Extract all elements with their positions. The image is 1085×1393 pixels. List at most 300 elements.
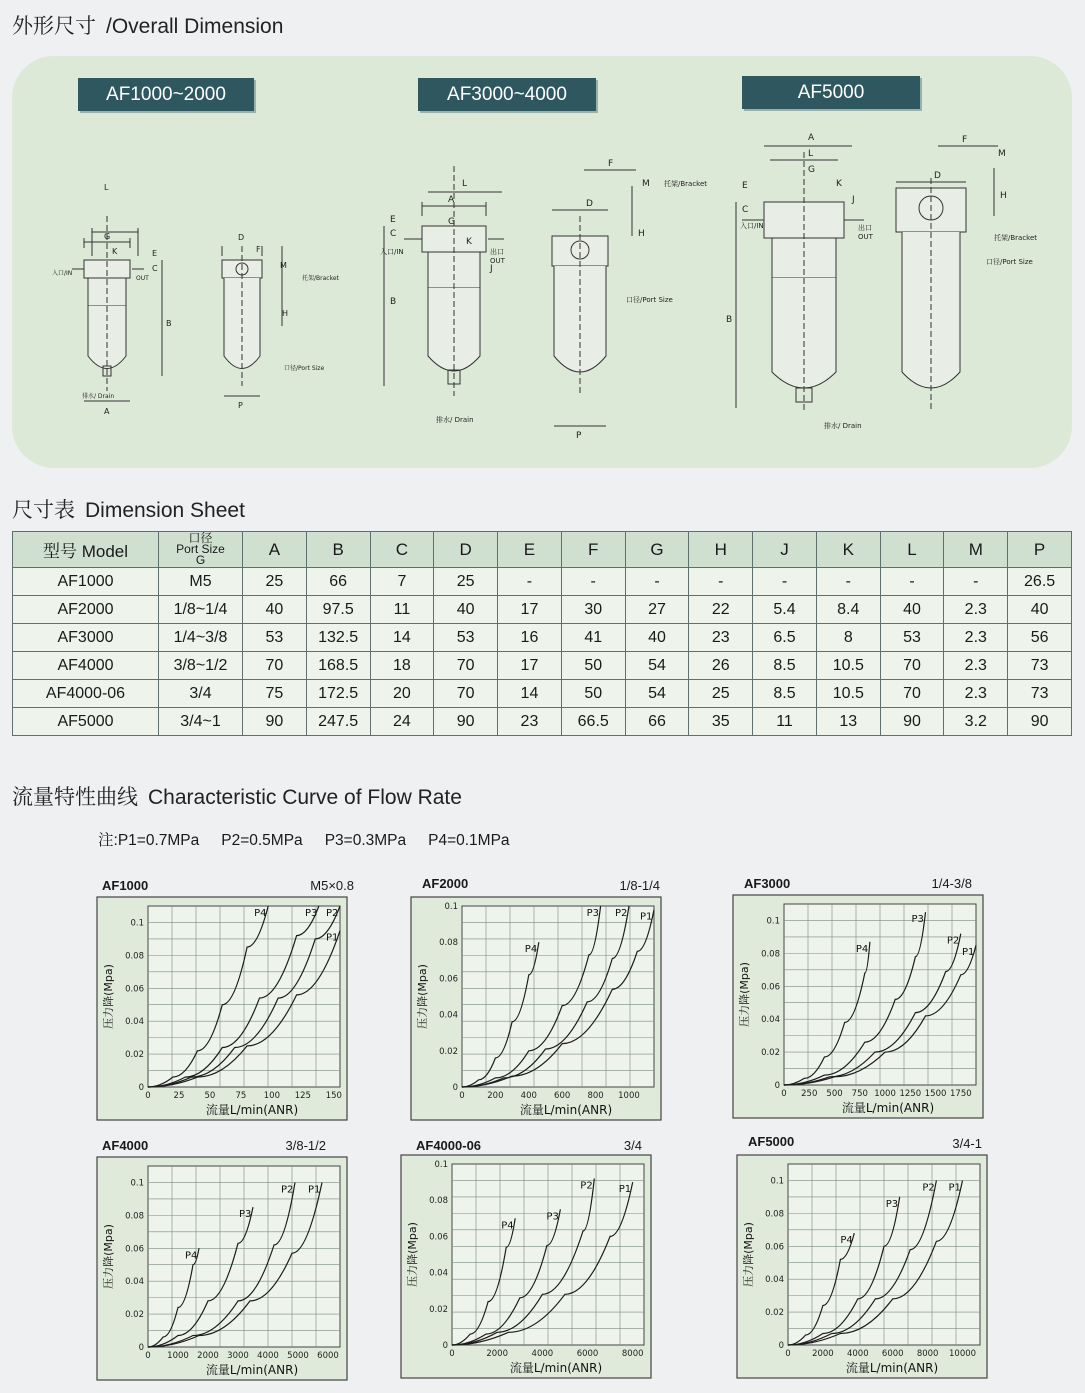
dim-label-e: E: [390, 215, 396, 225]
y-tick-label: 0.02: [439, 1046, 458, 1057]
y-tick-label: 0.1: [444, 902, 458, 912]
dimension-cell: 25: [243, 568, 307, 596]
flow-title-cn: 流量特性曲线: [12, 785, 138, 809]
y-tick-label: 0.1: [130, 1178, 144, 1189]
y-axis-label: 压力降(Mpa): [742, 1222, 755, 1287]
dimension-cell: 70: [434, 680, 498, 708]
dim-label-a: A: [808, 133, 815, 143]
dimension-cell: 70: [880, 680, 944, 708]
dimension-cell: 8.5: [753, 652, 817, 680]
dimension-cell: 10.5: [816, 680, 880, 708]
dim-label-c: C: [390, 229, 397, 239]
y-tick-label: 0.1: [770, 1176, 784, 1187]
side-view: [896, 146, 998, 412]
dimension-cell: 50: [561, 680, 625, 708]
dimension-cell: 23: [689, 624, 753, 652]
dim-label-g: G: [448, 217, 455, 227]
dim-label-g: G: [808, 165, 815, 175]
dim-label-k: K: [112, 247, 118, 256]
x-tick-label: 2000: [812, 1349, 834, 1359]
model-cell: AF5000: [13, 708, 159, 736]
table-row: [13, 596, 1072, 624]
series-label-p2: P2: [326, 908, 339, 919]
dimension-cell: -: [944, 568, 1008, 596]
chart-title-af4000: AF4000: [102, 1138, 149, 1153]
dimension-cell: 40: [880, 596, 944, 624]
header-a: A: [243, 532, 307, 568]
x-tick-label: 750: [851, 1089, 868, 1099]
x-axis-label: 流量L/min(ANR): [509, 1361, 603, 1375]
y-tick-label: 0.1: [766, 916, 780, 927]
dimension-cell: 90: [243, 708, 307, 736]
table-row: [13, 680, 1072, 708]
dimension-cell: 40: [243, 596, 307, 624]
pressure-note: [98, 828, 532, 850]
x-tick-label: 1750: [950, 1089, 972, 1099]
y-tick-label: 0: [778, 1341, 784, 1351]
series-label-p1: P1: [326, 932, 339, 944]
flow-heading: [12, 781, 462, 811]
dimension-cell: 66: [306, 568, 370, 596]
y-tick-label: 0.08: [125, 1211, 144, 1222]
flow-title-en: Characteristic Curve of Flow Rate: [148, 786, 462, 809]
model-banner-af1000: AF1000~2000: [78, 78, 254, 111]
x-tick-label: 1000: [618, 1091, 640, 1101]
y-tick-label: 0.08: [761, 949, 780, 960]
series-label-p4: P4: [524, 944, 538, 956]
chart-port-af4000: 3/8-1/2: [285, 1138, 326, 1153]
dimension-table: [12, 531, 1072, 736]
dimension-cell: 70: [434, 652, 498, 680]
port-size-label: 口径/Port Size: [284, 365, 325, 372]
x-tick-label: 0: [145, 1091, 151, 1101]
x-tick-label: 6000: [881, 1349, 904, 1359]
overall-heading: [12, 10, 283, 40]
y-tick-label: 0.08: [429, 1196, 448, 1207]
side-view: [222, 246, 282, 396]
dimension-cell: 2.3: [944, 680, 1008, 708]
y-tick-label: 0.06: [761, 982, 780, 993]
series-label-p1: P1: [308, 1184, 321, 1196]
header-port-size: [159, 532, 243, 568]
dim-label-k: K: [466, 237, 472, 247]
series-label-p2: P2: [946, 935, 960, 947]
x-tick-label: 1000: [167, 1351, 189, 1361]
x-tick-label: 400: [520, 1091, 537, 1101]
outlet-label-en: OUT: [490, 257, 505, 265]
dimension-cell: 20: [370, 680, 434, 708]
chart-title-af5000: AF5000: [748, 1134, 795, 1149]
dimension-cell: 17: [498, 652, 562, 680]
dimension-cell: 2.3: [944, 652, 1008, 680]
chart-port-af1000: M5×0.8: [310, 878, 354, 893]
header-port-line: 口径: [188, 531, 213, 545]
y-tick-label: 0.08: [125, 951, 144, 962]
dim-label-b: B: [726, 315, 733, 325]
dimension-cell: 54: [625, 680, 689, 708]
drawing-af3000: [364, 126, 714, 451]
overall-dimension-panel: [12, 56, 1072, 468]
x-tick-label: 0: [459, 1091, 465, 1101]
sheet-title-cn: 尺寸表: [12, 498, 75, 522]
note-prefix: 注:: [98, 832, 118, 849]
table-row: [13, 568, 1072, 596]
x-tick-label: 3000: [227, 1351, 249, 1361]
dimension-cell: 97.5: [306, 596, 370, 624]
series-label-p3: P3: [586, 908, 599, 919]
dim-label-e: E: [742, 181, 748, 191]
port-size-cell: M5: [159, 568, 243, 596]
x-tick-label: 75: [235, 1091, 247, 1101]
dimension-cell: 53: [434, 624, 498, 652]
dimension-cell: -: [689, 568, 753, 596]
dimension-cell: 2.3: [944, 596, 1008, 624]
drawing-af1000: [52, 176, 362, 441]
x-tick-label: 5000: [287, 1351, 309, 1361]
x-tick-label: 100: [263, 1091, 280, 1101]
y-tick-label: 0.02: [761, 1048, 780, 1059]
model-cell: AF4000-06: [13, 680, 159, 708]
dimension-cell: 10.5: [816, 652, 880, 680]
dim-label-h: H: [638, 229, 645, 239]
y-tick-label: 0.04: [761, 1015, 780, 1026]
chart-svg: [410, 896, 662, 1121]
y-tick-label: 0: [442, 1341, 448, 1351]
y-tick-label: 0.08: [765, 1209, 784, 1220]
header-g: G: [625, 532, 689, 568]
dimension-cell: 41: [561, 624, 625, 652]
dimension-cell: 70: [880, 652, 944, 680]
x-tick-label: 4000: [846, 1349, 869, 1359]
series-label-p2: P2: [614, 908, 628, 919]
dim-label-p: P: [238, 401, 243, 410]
inlet-label: 入口/IN: [52, 270, 73, 277]
dimension-cell: 3.2: [944, 708, 1008, 736]
x-tick-label: 2000: [486, 1349, 508, 1359]
dimension-cell: 73: [1008, 680, 1072, 708]
chart-port-af5000: 3/4-1: [952, 1136, 982, 1151]
port-size-cell: 1/8~1/4: [159, 596, 243, 624]
y-tick-label: 0.1: [130, 918, 144, 929]
flow-chart-af3000: [732, 894, 984, 1124]
dimension-cell: 247.5: [306, 708, 370, 736]
dimension-cell: 90: [434, 708, 498, 736]
note-p4: P4=0.1MPa: [428, 832, 510, 849]
x-axis-label: 流量L/min(ANR): [205, 1103, 299, 1117]
x-tick-label: 1500: [924, 1089, 947, 1099]
port-size-cell: 3/4: [159, 680, 243, 708]
chart-svg: [96, 896, 348, 1121]
series-label-p3: P3: [546, 1211, 559, 1223]
y-tick-label: 0: [452, 1083, 458, 1093]
inlet-label: 入口/IN: [740, 222, 764, 230]
series-label-p3: P3: [304, 908, 318, 919]
chart-title-af4000-06: AF4000-06: [416, 1138, 482, 1153]
table-row: [13, 708, 1072, 736]
x-axis-label: 流量L/min(ANR): [205, 1363, 299, 1377]
dimension-cell: 25: [434, 568, 498, 596]
x-tick-label: 0: [785, 1349, 791, 1359]
side-view: [552, 170, 636, 426]
x-tick-label: 600: [554, 1091, 571, 1101]
bracket-label: 托架/Bracket: [664, 180, 708, 188]
dimension-cell: 70: [243, 652, 307, 680]
x-tick-label: 1250: [899, 1089, 922, 1099]
flow-chart-af2000: [410, 896, 662, 1126]
y-tick-label: 0.04: [429, 1268, 448, 1279]
x-tick-label: 25: [173, 1091, 185, 1101]
dim-label-f: F: [608, 159, 614, 169]
outlet-label-en: OUT: [858, 233, 873, 241]
x-tick-label: 4000: [531, 1349, 554, 1359]
dimension-cell: 75: [243, 680, 307, 708]
dimension-cell: 14: [498, 680, 562, 708]
dimension-cell: 7: [370, 568, 434, 596]
model-banner-af3000: AF3000~4000: [418, 78, 596, 111]
outlet-label: 出口: [490, 248, 504, 256]
x-tick-label: 8000: [621, 1349, 644, 1359]
dimension-cell: 8.5: [753, 680, 817, 708]
dim-label-m: M: [642, 179, 650, 189]
dim-label-d: D: [586, 199, 593, 209]
dim-label-l: L: [808, 149, 814, 159]
x-tick-label: 6000: [576, 1349, 599, 1359]
dim-label-a: A: [448, 195, 455, 205]
chart-svg: [736, 1154, 988, 1379]
dimension-cell: 26.5: [1008, 568, 1072, 596]
y-tick-label: 0.06: [429, 1232, 448, 1243]
x-tick-label: 10000: [949, 1349, 977, 1359]
x-tick-label: 125: [294, 1091, 311, 1101]
dimension-cell: -: [816, 568, 880, 596]
dimension-cell: 5.4: [753, 596, 817, 624]
chart-svg: [96, 1156, 348, 1381]
flow-chart-af4000-06: [400, 1154, 652, 1384]
drain-label: 排水/ Drain: [82, 393, 115, 400]
port-size-cell: 3/8~1/2: [159, 652, 243, 680]
overall-title-en: /Overall Dimension: [106, 15, 284, 38]
x-tick-label: 6000: [317, 1351, 339, 1361]
flow-chart-af1000: [96, 896, 348, 1126]
dimension-cell: 90: [1008, 708, 1072, 736]
dim-label-h: H: [282, 309, 289, 318]
bracket-label: 托架/Bracket: [302, 275, 339, 282]
x-tick-label: 500: [826, 1089, 843, 1099]
dimension-cell: 30: [561, 596, 625, 624]
dimension-cell: -: [753, 568, 817, 596]
dimension-cell: 90: [880, 708, 944, 736]
series-label-p4: P4: [501, 1220, 514, 1232]
port-size-label: 口径/Port Size: [626, 296, 673, 304]
y-tick-label: 0.06: [439, 974, 458, 985]
series-label-p1: P1: [640, 911, 653, 923]
dimension-cell: 40: [625, 624, 689, 652]
x-axis-label: 流量L/min(ANR): [519, 1103, 613, 1117]
y-tick-label: 0.08: [439, 938, 458, 949]
dim-label-l: L: [104, 183, 109, 192]
dimension-cell: 24: [370, 708, 434, 736]
y-axis-label: 压力降(Mpa): [738, 962, 751, 1027]
header-c: C: [370, 532, 434, 568]
dim-label-a: A: [104, 407, 110, 416]
dimension-cell: 172.5: [306, 680, 370, 708]
note-p3: P3=0.3MPa: [324, 832, 407, 849]
chart-title-af2000: AF2000: [422, 876, 469, 891]
port-size-label: 口径/Port Size: [986, 258, 1033, 266]
dimension-cell: 14: [370, 624, 434, 652]
port-size-cell: 3/4~1: [159, 708, 243, 736]
y-tick-label: 0.1: [434, 1160, 448, 1170]
dimension-cell: 35: [689, 708, 753, 736]
dim-label-c: C: [742, 205, 749, 215]
series-label-p4: P4: [840, 1235, 853, 1247]
x-tick-label: 1000: [874, 1089, 896, 1099]
dim-label-f: F: [962, 135, 968, 145]
header-b: B: [306, 532, 370, 568]
dim-label-g: G: [104, 232, 111, 241]
series-label-p4: P4: [254, 908, 267, 919]
dimension-cell: 40: [434, 596, 498, 624]
dimension-cell: 8.4: [816, 596, 880, 624]
series-label-p3: P3: [911, 914, 924, 926]
header-k: K: [816, 532, 880, 568]
dimension-cell: 8: [816, 624, 880, 652]
dim-label-e: E: [152, 249, 158, 258]
dim-label-b: B: [166, 319, 172, 328]
x-tick-label: 150: [325, 1091, 342, 1101]
model-cell: AF3000: [13, 624, 159, 652]
x-tick-label: 800: [587, 1091, 604, 1101]
drawing-af5000: [712, 122, 1062, 457]
chart-svg: [400, 1154, 652, 1379]
flow-chart-af4000: [96, 1156, 348, 1386]
x-tick-label: 0: [781, 1089, 787, 1099]
drain-label: 排水/ Drain: [824, 422, 862, 430]
x-tick-label: 200: [487, 1091, 504, 1101]
series-label-p1: P1: [962, 947, 975, 959]
dimension-cell: 132.5: [306, 624, 370, 652]
dimension-cell: 16: [498, 624, 562, 652]
dimension-cell: 168.5: [306, 652, 370, 680]
dimension-cell: 25: [689, 680, 753, 708]
series-label-p3: P3: [885, 1198, 899, 1210]
dim-label-d: D: [934, 171, 941, 181]
x-tick-label: 50: [204, 1091, 216, 1101]
dim-label-p: P: [576, 431, 582, 441]
dimension-cell: 54: [625, 652, 689, 680]
y-tick-label: 0.04: [125, 1277, 144, 1288]
table-row: [13, 652, 1072, 680]
header-l: L: [880, 532, 944, 568]
x-tick-label: 4000: [257, 1351, 279, 1361]
dimension-cell: 73: [1008, 652, 1072, 680]
dimension-cell: 66: [625, 708, 689, 736]
dimension-cell: 18: [370, 652, 434, 680]
chart-port-af3000: 1/4-3/8: [931, 876, 972, 891]
table-row: [13, 624, 1072, 652]
dimension-cell: 40: [1008, 596, 1072, 624]
bracket-label: 托架/Bracket: [994, 234, 1038, 242]
y-tick-label: 0.02: [765, 1308, 784, 1319]
model-cell: AF1000: [13, 568, 159, 596]
header-h: H: [689, 532, 753, 568]
chart-port-af2000: 1/8-1/4: [619, 878, 660, 893]
outlet-label: 出口: [858, 224, 872, 232]
dimension-cell: 22: [689, 596, 753, 624]
dim-label-k: K: [836, 179, 842, 189]
drain-label: 排水/ Drain: [436, 416, 474, 424]
chart-port-af4000-06: 3/4: [623, 1138, 642, 1153]
dimension-cell: 6.5: [753, 624, 817, 652]
dimension-cell: 53: [880, 624, 944, 652]
y-tick-label: 0.02: [125, 1050, 144, 1061]
dim-label-j: J: [490, 264, 493, 274]
header-port-line: G: [195, 553, 206, 567]
y-axis-label: 压力降(Mpa): [416, 964, 429, 1029]
y-axis-label: 压力降(Mpa): [406, 1222, 419, 1287]
y-tick-label: 0.06: [125, 984, 144, 995]
x-tick-label: 0: [145, 1351, 151, 1361]
sheet-title-en: Dimension Sheet: [85, 499, 245, 522]
dimension-cell: 11: [753, 708, 817, 736]
dimension-cell: 27: [625, 596, 689, 624]
note-p1: P1=0.7MPa: [117, 832, 200, 849]
series-label-p2: P2: [281, 1184, 294, 1196]
header-e: E: [498, 532, 562, 568]
outlet-label: OUT: [136, 275, 149, 282]
table-body: [13, 568, 1072, 736]
y-tick-label: 0.06: [765, 1242, 784, 1253]
x-axis-label: 流量L/min(ANR): [841, 1101, 935, 1115]
y-axis-label: 压力降(Mpa): [102, 1224, 115, 1289]
header-d: D: [434, 532, 498, 568]
y-tick-label: 0: [138, 1083, 144, 1093]
x-tick-label: 8000: [916, 1349, 939, 1359]
dim-label-b: B: [390, 297, 397, 307]
dimension-cell: 66.5: [561, 708, 625, 736]
header-f: F: [561, 532, 625, 568]
y-tick-label: 0: [774, 1081, 780, 1091]
model-cell: AF2000: [13, 596, 159, 624]
y-tick-label: 0: [138, 1343, 144, 1353]
dim-label-f: F: [256, 245, 261, 254]
y-tick-label: 0.04: [125, 1017, 144, 1028]
x-tick-label: 0: [449, 1349, 455, 1359]
dimension-cell: 2.3: [944, 624, 1008, 652]
dim-label-h: H: [1000, 191, 1007, 201]
dimension-cell: -: [498, 568, 562, 596]
model-cell: AF4000: [13, 652, 159, 680]
header-p: P: [1008, 532, 1072, 568]
port-size-cell: 1/4~3/8: [159, 624, 243, 652]
chart-svg: [732, 894, 984, 1119]
y-axis-label: 压力降(Mpa): [102, 964, 115, 1029]
y-tick-label: 0.04: [439, 1010, 458, 1021]
flow-chart-af5000: [736, 1154, 988, 1384]
y-tick-label: 0.02: [125, 1310, 144, 1321]
chart-title-af3000: AF3000: [744, 876, 791, 891]
dimension-cell: 56: [1008, 624, 1072, 652]
dimension-cell: 53: [243, 624, 307, 652]
note-p2: P2=0.5MPa: [221, 832, 303, 849]
table-header-row: [13, 532, 1072, 568]
y-tick-label: 0.06: [125, 1244, 144, 1255]
y-tick-label: 0.04: [765, 1275, 784, 1286]
dim-label-d: D: [238, 233, 245, 242]
series-label-p1: P1: [618, 1184, 632, 1196]
dimension-cell: 26: [689, 652, 753, 680]
series-label-p1: P1: [948, 1182, 961, 1194]
